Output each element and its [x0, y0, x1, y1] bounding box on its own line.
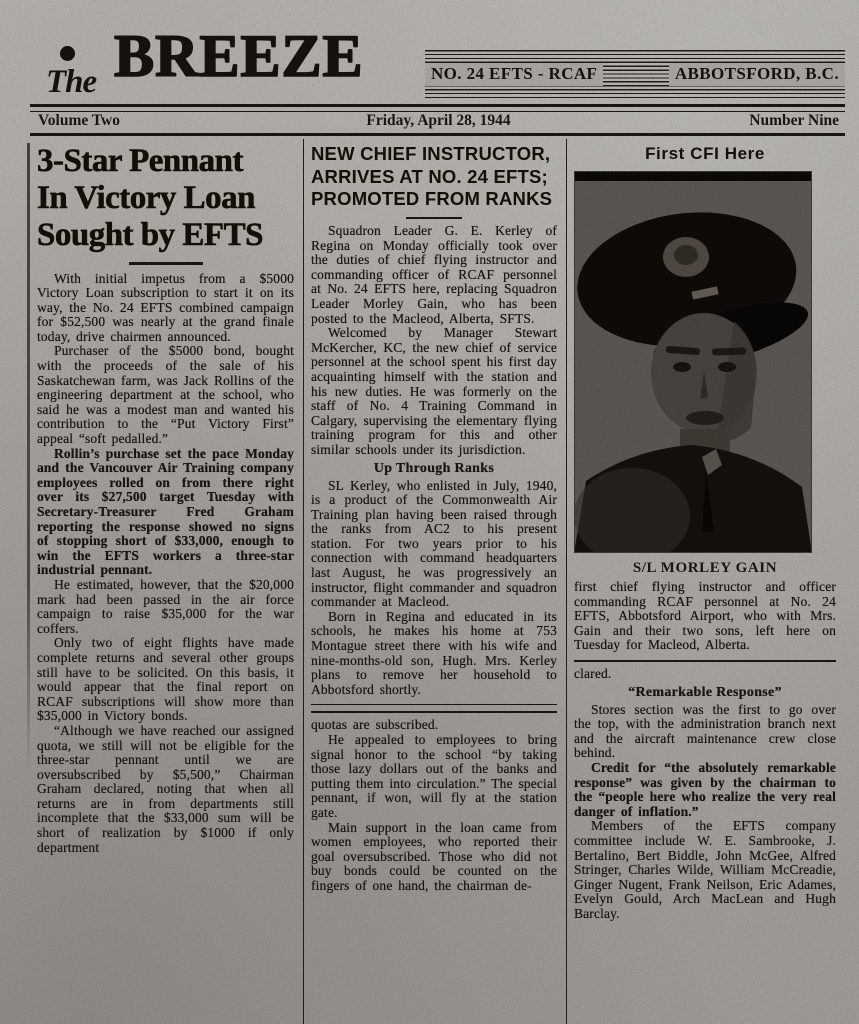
headline-line: PROMOTED FROM RANKS [311, 188, 553, 209]
volume-label: Volume Two [38, 112, 120, 129]
headline-divider [129, 262, 203, 265]
headline-line: 3-Star Pennant [37, 143, 243, 179]
headline-line: Sought by EFTS [37, 217, 263, 253]
dateline-rule [30, 133, 845, 136]
continuation-paragraph: quotas are subscribed. [311, 717, 439, 733]
photo-caption-text: first chief flying instructor and officer commanding RCAF personnel at No. 24 EFTS, Abbotsford Airport, who with Mrs. Gain and their two sons, left here on Tuesday for Macleod, Alberta. [574, 579, 836, 653]
masthead-stripes [425, 50, 845, 98]
brand-title: BREEZE [114, 23, 364, 89]
continuation-paragraph: clared. [574, 665, 612, 681]
left-headline [37, 143, 294, 254]
section-divider [311, 704, 557, 713]
masthead-rule-double [30, 104, 845, 112]
article-paragraph: With initial impetus from a $5000 Victory Loan subscription to start it on its way, the No. 24 EFTS combined campaign for $52,500 was nearly at the grand finale today, drive chairmen announced. [37, 270, 294, 344]
article-paragraph: Stores section was the first to go over the top, with the administration branch next and the aircraft maintenance crew close behind. [574, 701, 836, 761]
headline-line: In Victory Loan [37, 180, 256, 216]
article-paragraph: Purchaser of the $5000 bond, bought with the proceeds of the sale of his Saskatchewan farm, was Jack Rollins of the engineering department at the school, who said he was a modest man and wanted his contribution to the “Put Victory First” appeal “soft pedalled.” [37, 343, 294, 447]
headline-line: NEW CHIEF INSTRUCTOR, [311, 143, 551, 164]
masthead-dot [60, 46, 75, 61]
column-right [566, 139, 845, 1024]
article-paragraph: Members of the EFTS company committee include W. E. Sambrooke, J. Bertalino, Bert Biddle, John McGee, Alfred Stringer, Charles Wilde, William McCreadie, Ginger Nugent, Frank Neilson, Eric Adames, Evelyn Gould, Arch MacLean and Hugh Barclay. [574, 818, 836, 921]
number-label: Number Nine [749, 112, 839, 129]
location-label: ABBOTSFORD, B.C. [669, 63, 845, 86]
article-paragraph: Rollin’s purchase set the pace Monday and the Vancouver Air Training company employees rolled on from there right over its $27,500 target Tuesday with Secretary-Treasurer Fred Graham reporting the response showed no signs of stopping short of $33,000, enough to win the EFTS workers a three-star industrial pennant. [37, 445, 294, 578]
middle-headline [311, 143, 557, 211]
photo-grain [574, 171, 812, 553]
article-paragraph: Only two of eight flights have made complete returns and several other groups still have to be solicited. On this basis, it would appear that the final report on RCAF subscriptions will show more than $35,000 in Victory bonds. [37, 635, 294, 724]
article-paragraph: “Although we have reached our assigned quota, we still will not be eligible for the three-star pennant until we are oversubscribed by $5,500,” Chairman Graham declared, noting that when all returns are in from departments still incomplete that the $33,000 sum will be short of realization by $1000 if only department [37, 722, 294, 855]
article-paragraph: He appealed to employees to bring signal honor to the school “by taking those lazy dollars out of the banks and putting them into circulation.” The special pennant, if won, will fly at the station gate. [311, 732, 557, 820]
article-paragraph: Credit for “the absolutely remarkable response” was given by the chairman to the “people here who realize the very real danger of inflation.” [574, 759, 836, 819]
dateline [38, 112, 839, 130]
headline-line: ARRIVES AT NO. 24 EFTS; [311, 165, 548, 187]
article-paragraph: He estimated, however, that the $20,000 mark had been passed in the air force campaign to raise $35,000 for the war coffers. [37, 576, 294, 636]
masthead [30, 23, 845, 104]
article-paragraph: Welcomed by Manager Stewart McKercher, KC, the new chief of service personnel at the school spent his first day acquainting himself with the station and his new duties. He was formerly on the staff of No. 4 Training Command in Calgary, supervising the elementary flying training program for this and other similar schools under its jurisdiction. [311, 325, 557, 457]
scan-edge-artifact [27, 143, 30, 773]
article-paragraph: SL Kerley, who enlisted in July, 1940, is a product of the Commonwealth Air Training plan having been raised through the ranks from AC2 to his present station. For two years prior to his connection with command headquarters last August, he was progressively an instructor, flight commander and squadron commander at Macleod. [311, 477, 557, 610]
section-divider [574, 660, 836, 662]
column-left [30, 139, 303, 1024]
article-paragraph: Squadron Leader G. E. Kerley of Regina on Monday officially took over the duties of chief flying instructor and commanding officer of RCAF personnel at No. 24 EFTS here, replacing Squadron Leader Morley Gain, who has been posted to the Macleod, Alberta, SFTS. [311, 223, 557, 326]
section-subhead: Up Through Ranks [373, 460, 495, 476]
article-paragraph: Main support in the loan came from women employees, who reported their goal oversubscribed. Those who did not buy bonds could be counted on the fingers of one hand, the chairman de- [311, 819, 557, 893]
headline-divider [406, 217, 462, 220]
date-label: Friday, April 28, 1944 [366, 112, 511, 129]
column-middle [303, 139, 566, 1024]
photo-heading: First CFI Here [645, 144, 765, 163]
portrait-photo [574, 171, 812, 553]
article-paragraph: Born in Regina and educated in its schools, he makes his home at 753 Montague street there with his wife and nine-months-old son, Hugh. Mrs. Kerley plans to remove her household to Abbotsford shortly. [311, 608, 557, 697]
portrait-photo-illustration [574, 171, 812, 553]
section-subhead: “Remarkable Response” [628, 684, 782, 700]
brand-the: The [46, 64, 97, 100]
columns [30, 139, 845, 1024]
photo-caption-title: S/L MORLEY GAIN [632, 560, 778, 576]
unit-label: NO. 24 EFTS - RCAF [425, 63, 603, 86]
